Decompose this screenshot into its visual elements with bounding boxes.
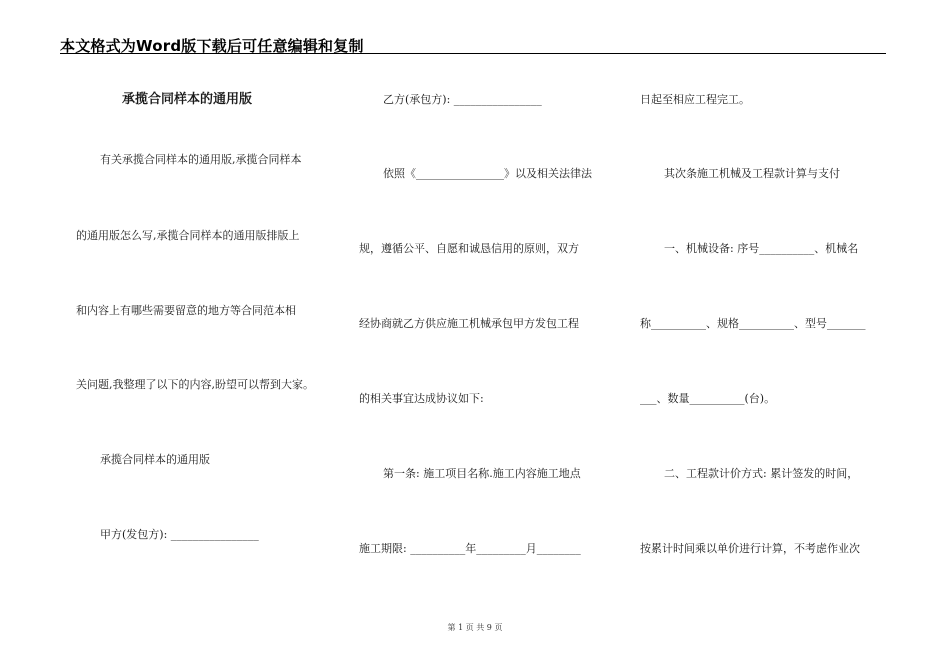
text-column-3 [630, 0, 886, 620]
article-line: 第一条: 施工项目名称.施工内容施工地点 [383, 467, 581, 480]
paragraph-line: 的相关事宜达成协议如下: [359, 392, 484, 405]
party-a-line: 甲方(发包方): ________________ [100, 528, 259, 541]
page-number: 第 1 页 共 9 页 [447, 623, 503, 632]
article-line: 其次条施工机械及工程款计算与支付 [664, 167, 840, 180]
paragraph-line: 有关承揽合同样本的通用版,承揽合同样本 [100, 153, 302, 166]
paragraph-line: 规，遵循公平、自愿和诚恳信用的原则，双方 [359, 242, 579, 255]
paragraph-line: 依照《________________》以及相关法律法 [383, 167, 592, 180]
paragraph-line: 和内容上有哪些需要留意的地方等合同范本相 [76, 304, 296, 317]
paragraph-line: 日起至相应工程完工。 [640, 93, 750, 106]
party-b-line: 乙方(承包方): ________________ [383, 93, 542, 106]
subheading-line: 承揽合同样本的通用版 [100, 453, 210, 466]
paragraph-line: ___、数量__________(台)。 [640, 392, 776, 405]
paragraph-line: 称__________、规格__________、型号_______ [640, 317, 866, 330]
paragraph-line: 施工期限: __________年_________月________ [359, 542, 581, 555]
paragraph-line: 的通用版怎么写,承揽合同样本的通用版排版上 [76, 229, 300, 242]
document-header-title: 本文格式为Word版下载后可任意编辑和复制 [60, 37, 364, 55]
document-heading: 承揽合同样本的通用版 [122, 92, 253, 107]
paragraph-line: 经协商就乙方供应施工机械承包甲方发包工程 [359, 317, 579, 330]
text-column-1 [60, 0, 330, 620]
paragraph-line: 按累计时间乘以单价进行计算，不考虑作业次 [640, 542, 860, 555]
paragraph-line: 一、机械设备: 序号__________、机械名 [664, 242, 859, 255]
paragraph-line: 关问题,我整理了以下的内容,盼望可以帮到大家。 [76, 378, 314, 391]
paragraph-line: 二、工程款计价方式: 累计签发的时间， [664, 467, 859, 480]
text-column-2 [345, 0, 615, 620]
